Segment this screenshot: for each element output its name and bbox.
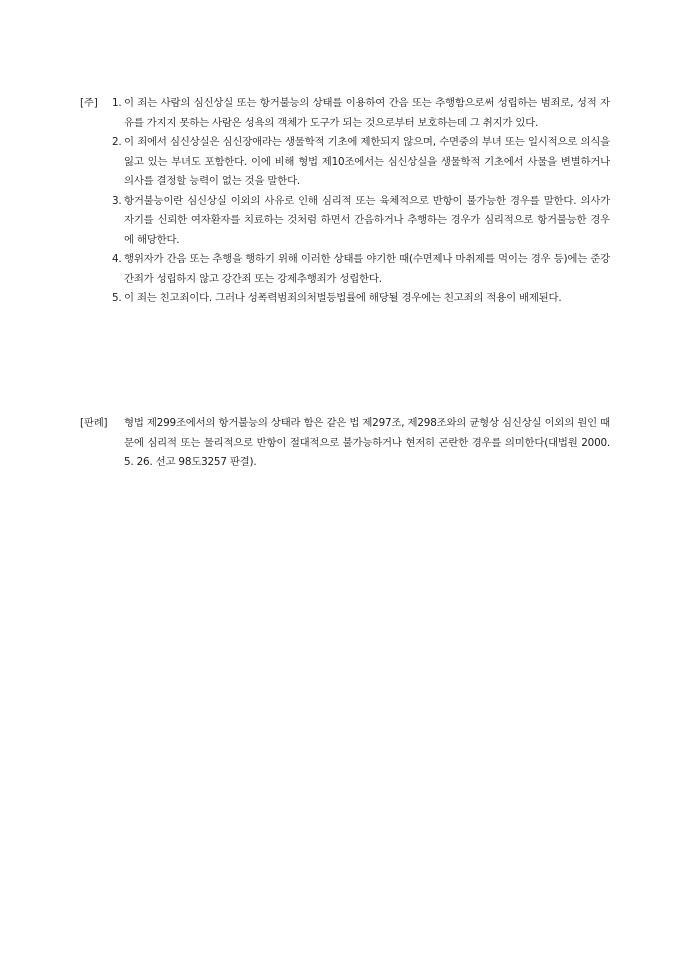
note-item — [80, 250, 610, 289]
note-text: 행위자가 간음 또는 추행을 행하기 위해 이러한 상태를 야기한 때(수면제나 마취제를 먹이는 경우 등)에는 준강간죄가 성립하지 않고 강간죄 또는 강제추행죄가 성립한다. — [124, 253, 610, 285]
note-number: 1. — [112, 97, 122, 109]
note-text: 이 죄는 친고죄이다. 그러나 성폭력범죄의처벌등법률에 해당될 경우에는 친고죄의 적용이 배제된다. — [124, 292, 562, 304]
note-item — [80, 192, 610, 251]
note-number: 2. — [112, 136, 122, 148]
note-item — [80, 133, 610, 192]
note-number: 4. — [112, 253, 122, 265]
note-text: 항거불능이란 심신상실 이외의 사유로 인해 심리적 또는 육체적으로 반항이 불가능한 경우를 말한다. 의사가 자기를 신뢰한 여자환자를 치료하는 것처럼 하면서 간음하거나 추행하는 경우가 심리적으로 항거불능한 경우에 해당한다. — [124, 194, 610, 246]
note-text: 이 죄에서 심신상실은 심신장애라는 생물학적 기초에 제한되지 않으며, 수면중의 부녀 또는 일시적으로 의식을 잃고 있는 부녀도 포함한다. 이에 비해 형법 제10조에서는 심신상실을 생물학적 기초에서 사물을 변별하거나 의사를 결정할 능력이 없는 것을 말한다. — [124, 136, 610, 187]
note-item — [80, 289, 610, 309]
notes-tag: [주] — [80, 97, 98, 109]
note-text: 이 죄는 사람의 심신상실 또는 항거불능의 상태를 이용하여 간음 또는 추행함으로써 성립하는 범죄로, 성적 자유를 가지지 못하는 사람은 성욕의 객체가 도구가 되는 것으로부터 보호하는데 그 취지가 있다. — [124, 97, 610, 129]
case-item — [80, 414, 610, 473]
note-number: 3. — [112, 194, 122, 207]
notes-section — [80, 94, 610, 309]
case-tag: [판례] — [80, 417, 108, 429]
case-section — [80, 414, 610, 473]
note-number: 5. — [112, 292, 122, 304]
case-text: 형법 제299조에서의 항거불능의 상태라 함은 같은 법 제297조, 제298조와의 균형상 심신상실 이외의 원인 때문에 심리적 또는 물리적으로 반항이 절대적으로 불가능하거나 현저히 곤란한 경우를 의미한다(대법원 2000. 5. 26. 선고 98도3257 판결). — [124, 417, 610, 468]
note-item — [80, 94, 610, 133]
